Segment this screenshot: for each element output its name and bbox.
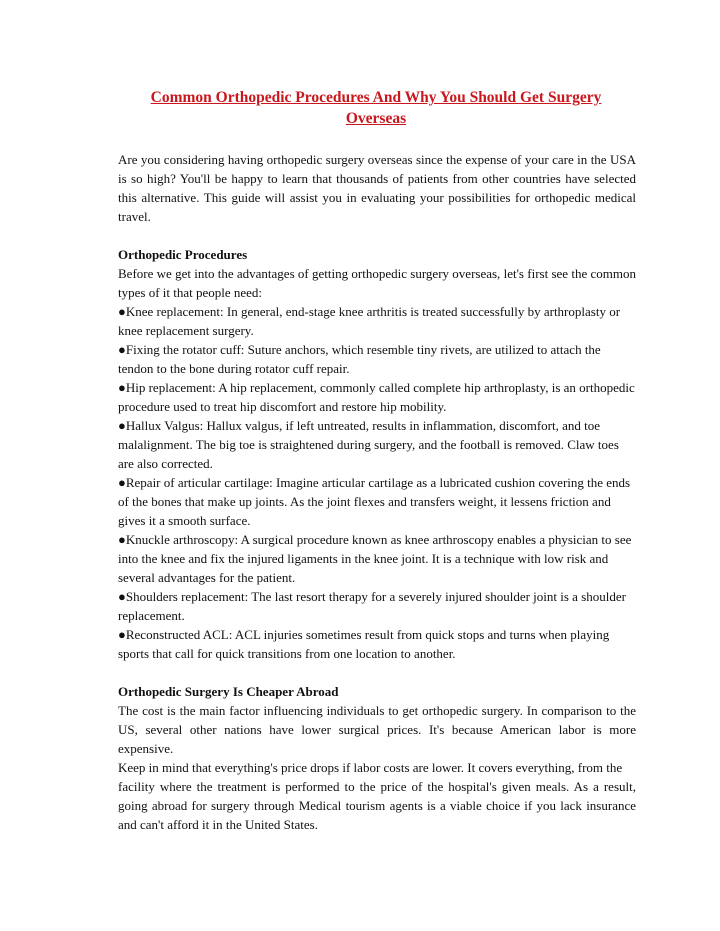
page-title [118,87,634,129]
section-heading-procedures: Orthopedic Procedures [118,247,248,262]
list-item-knee-replacement: ●Knee replacement: In general, end-stage knee arthritis is treated successfully by arthroplasty or knee replacement surgery. [118,304,621,338]
title-line-2: Overseas [345,110,407,127]
labor-paragraph-part2: facility where the treatment is performed to the price of the hospital's given meals. As a result, going abroad for surgery through Medical tourism agents is a viable choice if you lack insurance and can't afford it in the United States. [118,779,636,832]
intro-paragraph: Are you considering having orthopedic surgery overseas since the expense of your care in the USA is so high? You'll be happy to learn that thousands of patients from other countries have selected this alternative. This guide will assist you in evaluating your possibilities for orthopedic medical travel. [118,152,636,224]
section-heading-cheaper-abroad: Orthopedic Surgery Is Cheaper Abroad [118,684,339,699]
list-item-shoulder-replacement: ●Shoulders replacement: The last resort therapy for a severely injured shoulder joint is a shoulder replacement. [118,589,626,623]
list-item-knee-arthroscopy: ●Knuckle arthroscopy: A surgical procedure known as knee arthroscopy enables a physician to see into the knee and fix the injured ligaments in the knee joint. It is a technique with low risk and several advantages for the patient. [118,532,632,585]
procedures-lead: Before we get into the advantages of getting orthopedic surgery overseas, let's first see the common types of it that people need: [118,266,636,300]
title-line-1: Common Orthopedic Procedures And Why You Should Get Surgery [150,89,602,106]
list-item-rotator-cuff: ●Fixing the rotator cuff: Suture anchors, which resemble tiny rivets, are utilized to attach the tendon to the bone during rotator cuff repair. [118,342,601,376]
list-item-articular-cartilage: ●Repair of articular cartilage: Imagine articular cartilage as a lubricated cushion covering the ends of the bones that make up joints. As the joint flexes and transfers weight, it lessens friction and gives it a smooth surface. [118,475,631,528]
list-item-hallux-valgus: ●Hallux Valgus: Hallux valgus, if left untreated, results in inflammation, discomfort, and toe malalignment. The big toe is straightened during surgery, and the football is removed. Claw toes are also corrected. [118,418,619,471]
list-item-acl: ●Reconstructed ACL: ACL injuries sometimes result from quick stops and turns when playing sports that call for quick transitions from one location to another. [118,627,610,661]
document-body [118,150,636,834]
list-item-hip-replacement: ●Hip replacement: A hip replacement, commonly called complete hip arthroplasty, is an orthopedic procedure used to treat hip discomfort and restore hip mobility. [118,380,635,414]
labor-paragraph-part1: Keep in mind that everything's price drops if labor costs are lower. It covers everything, from the [118,760,623,775]
cost-paragraph: The cost is the main factor influencing individuals to get orthopedic surgery. In comparison to the US, several other nations have lower surgical prices. It's because American labor is more expensive. [118,703,636,756]
